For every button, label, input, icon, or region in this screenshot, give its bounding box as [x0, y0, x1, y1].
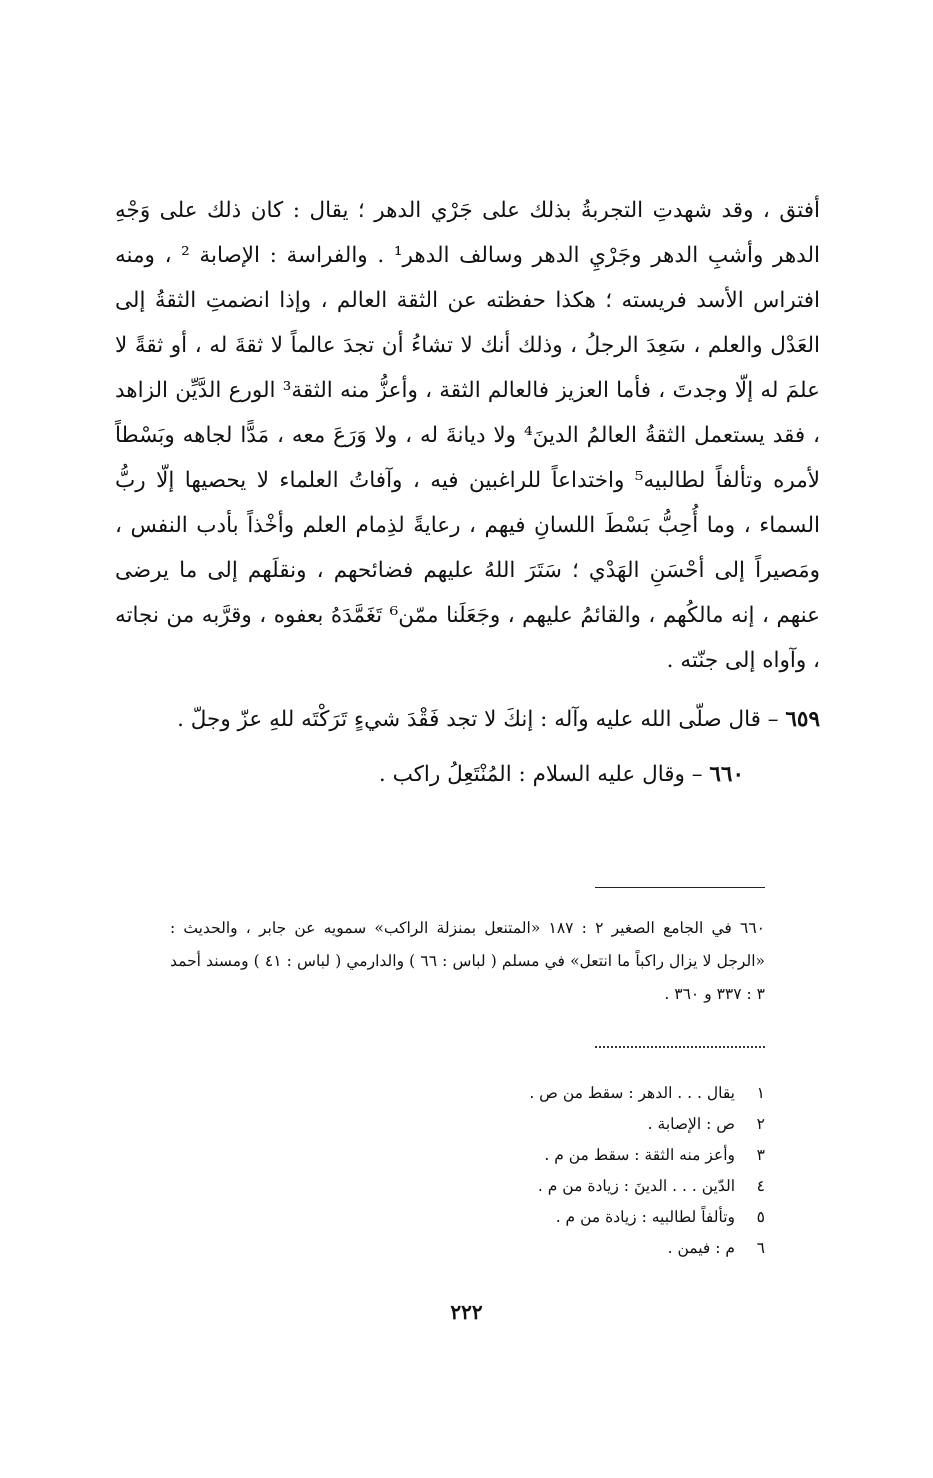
entry-659	[115, 697, 820, 742]
variants-separator	[595, 1046, 765, 1048]
variant-item	[345, 1202, 765, 1233]
variant-text: وأعز منه الثقة : سقط من م .	[544, 1146, 735, 1164]
variant-readings-list	[345, 1078, 765, 1264]
variant-text: يقال . . . الدهر : سقط من ص .	[529, 1084, 735, 1102]
entry-number: ٦٦٠	[709, 762, 744, 787]
main-text-block	[115, 188, 820, 797]
variant-number: ١	[756, 1084, 765, 1102]
variant-item	[345, 1171, 765, 1202]
variant-text: الدّين . . . الدينَ : زيادة من م .	[537, 1177, 735, 1195]
variant-number: ٤	[756, 1177, 765, 1195]
footnote-separator	[595, 887, 765, 888]
entry-660	[115, 752, 820, 797]
variant-number: ٢	[756, 1115, 765, 1133]
variant-item	[345, 1078, 765, 1109]
entry-text: – وقال عليه السلام : المُنْتَعِلُ راكب .	[378, 762, 703, 787]
variant-item	[345, 1233, 765, 1264]
entry-text: – قال صلّى الله عليه وآله : إنكَ لا تجد فَقْدَ شيءٍ تَرَكْتَه للهِ عزّ وجلّ .	[177, 707, 779, 732]
variant-number: ٦	[756, 1239, 765, 1257]
page-number: ٢٢٢	[450, 1300, 483, 1324]
variant-text: م : فيمن .	[667, 1239, 735, 1257]
variant-text: ص : الإصابة .	[647, 1115, 735, 1133]
variant-number: ٣	[756, 1146, 765, 1164]
variant-text: وتألفاً لطالبيه : زيادة من م .	[555, 1208, 735, 1226]
variant-item	[345, 1109, 765, 1140]
footnote-660: ٦٦٠ في الجامع الصغير ٢ : ١٨٧ «المتنعل بمنزلة الراكب» سمويه عن جابر ، والحديث : «الرجل لا يزال راكباً ما انتعل» في مسلم ( لباس : ٦٦ ) والدارمي ( لباس : ٤١ ) ومسند أحمد ٣ : ٣٣٧ و ٣٦٠ .	[170, 919, 765, 1003]
variant-number: ٥	[756, 1208, 765, 1226]
main-paragraph: أفتق ، وقد شهدتِ التجربةُ بذلك على جَرْي الدهر ؛ يقال : كان ذلك على وَجْهِ الدهر وأشبِ الدهر وجَرْيِ الدهر وسالف الدهر¹ . والفراسة : الإصابة ² ، ومنه افتراس الأسد فريسته ؛ هكذا حفظته عن الثقة العالم ، وإذا انضمتِ الثقةُ إلى العَدْل والعلم ، سَعِدَ الرجلُ ، وذلك أنك لا تشاءُ أن تجدَ عالماً لا ثقةَ له ، أو ثقةً لا علمَ له إلّا وجدتَ ، فأما العزيز فالعالم الثقة ، وأعزُّ منه الثقة³ الورع الدَّيِّن الزاهد ، فقد يستعمل الثقةُ العالمُ الدينَ⁴ ولا ديانةَ له ، ولا وَرَعَ معه ، مَدًّا لجاهه وبَسْطاً لأمره وتألفاً لطالبيه⁵ واختداعاً للراغبين فيه ، وآفاتُ العلماء لا يحصيها إلّا ربُّ السماء ، وما أُحِبُّ بَسْطَ اللسانِ فيهم ، رعايةً لذِمام العلم وأخْذاً بأدب النفس ، ومَصيراً إلى أحْسَنِ الهَدْي ؛ سَتَرَ اللهُ عليهم فضائحهم ، ونقلَهم إلى ما يرضى عنهم ، إنه مالكُهم ، والقائمُ عليهم ، وجَعَلَنا ممّن⁶ تَغَمَّدَهُ بعفوه ، وقرَّبه من نجاته ، وآواه إلى جنّته .	[115, 198, 820, 673]
variant-item	[345, 1140, 765, 1171]
entry-number: ٦٥٩	[785, 707, 820, 732]
